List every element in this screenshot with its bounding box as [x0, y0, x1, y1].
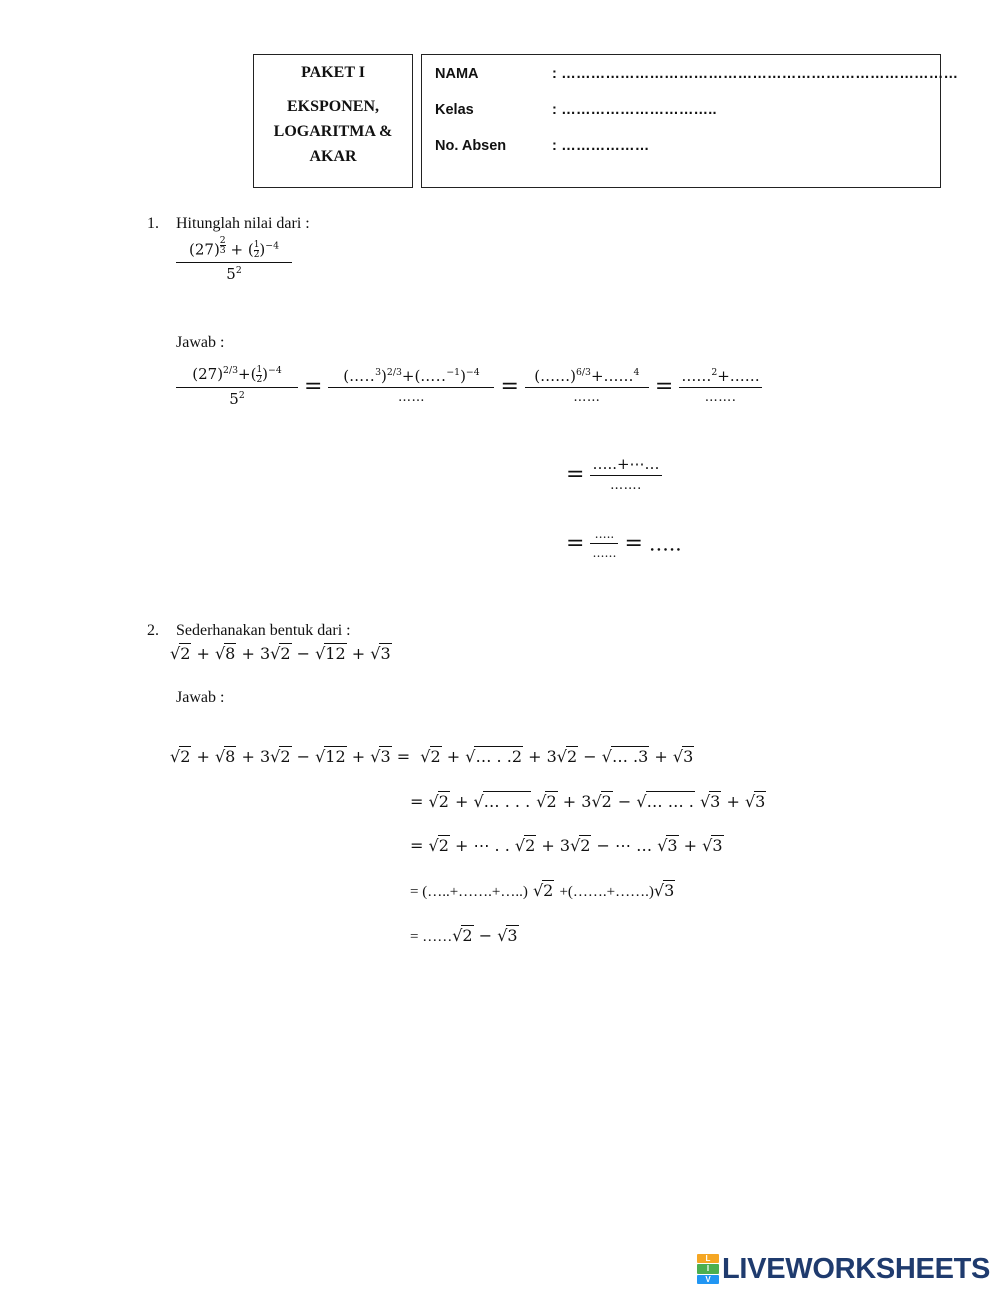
- liveworksheets-logo: [697, 1251, 990, 1287]
- question-2-number: 2.: [147, 622, 159, 639]
- worksheet-title-box: [253, 54, 413, 188]
- nama-blank[interactable]: : ………………………………………………………………………: [552, 66, 959, 82]
- question-1-expression: (27) $^{\frac{2}{3}}$ + ( $\frac{1}{2}$ )$^{-4}$ $5^2$: [176, 236, 292, 283]
- question-2-jawab: Jawab :: [176, 689, 225, 706]
- absen-blank[interactable]: : ………………: [552, 138, 650, 154]
- liveworksheets-logo-icon: L I V: [697, 1254, 719, 1284]
- question-2-answer-step-3: = √2 + ⋯ . . √2 + 3√2 − ⋯ … √3 + √3: [410, 836, 723, 855]
- topic-title: [254, 94, 412, 169]
- question-1-answer-step-1: $(27)^{2/3}+$( $\frac{1}{2}$ )$^{-4}$ $5^2$ = $\frac{(\dots..^3)^{2/3}+(\dots..^{-1})^{-4}}{\dots\dots}$ = $\frac{(\dots\dots)^{6/3}+\dots\dots^4}{\dots\dots}$ = $\frac{\dots\dots^2+\dots\dots}{\dots\dots.}$: [176, 365, 762, 408]
- topic-line: LOGARITMA &: [273, 123, 393, 140]
- topic-line: AKAR: [309, 148, 357, 165]
- liveworksheets-logo-text: LIVEWORKSHEETS: [722, 1252, 991, 1285]
- question-2-answer-step-4: = (…..+…….+…..) √2 +(…….+…….)√3: [410, 881, 675, 900]
- question-1-jawab: Jawab :: [176, 334, 225, 351]
- kelas-label: Kelas: [435, 102, 474, 118]
- question-1-answer-step-2: = $\frac{\dots..+\cdots\dots}{\dots\dots.}$: [566, 455, 660, 493]
- paket-label: PAKET I: [301, 64, 365, 81]
- question-2-answer-step-2: = √2 + √… . . . √2 + 3√2 − √… … . √3 + √3: [410, 792, 766, 811]
- question-1-final-blank[interactable]: …..: [648, 531, 682, 556]
- question-1-text: Hitunglah nilai dari :: [176, 215, 310, 232]
- kelas-blank[interactable]: : …………………………..: [552, 102, 717, 118]
- absen-label: No. Absen: [435, 138, 507, 154]
- question-1-answer-step-3: = $\frac{\dots..}{\dots\dots}$ = …..: [566, 527, 682, 560]
- question-2-expression: √2 + √8 + 3√2 − √12 + √3: [170, 644, 391, 663]
- question-1-number: 1.: [147, 215, 159, 232]
- student-info-box: [421, 54, 959, 188]
- question-2-answer-step-5: = ……√2 − √3: [410, 926, 518, 945]
- nama-label: NAMA: [435, 66, 479, 82]
- question-2-text: Sederhanakan bentuk dari :: [176, 622, 351, 639]
- question-2-answer-step-1: √2 + √8 + 3√2 − √12 + √3 = √2 + √… . .2 + 3√2 − √… .3 + √3: [170, 747, 694, 766]
- topic-line: EKSPONEN,: [286, 98, 379, 115]
